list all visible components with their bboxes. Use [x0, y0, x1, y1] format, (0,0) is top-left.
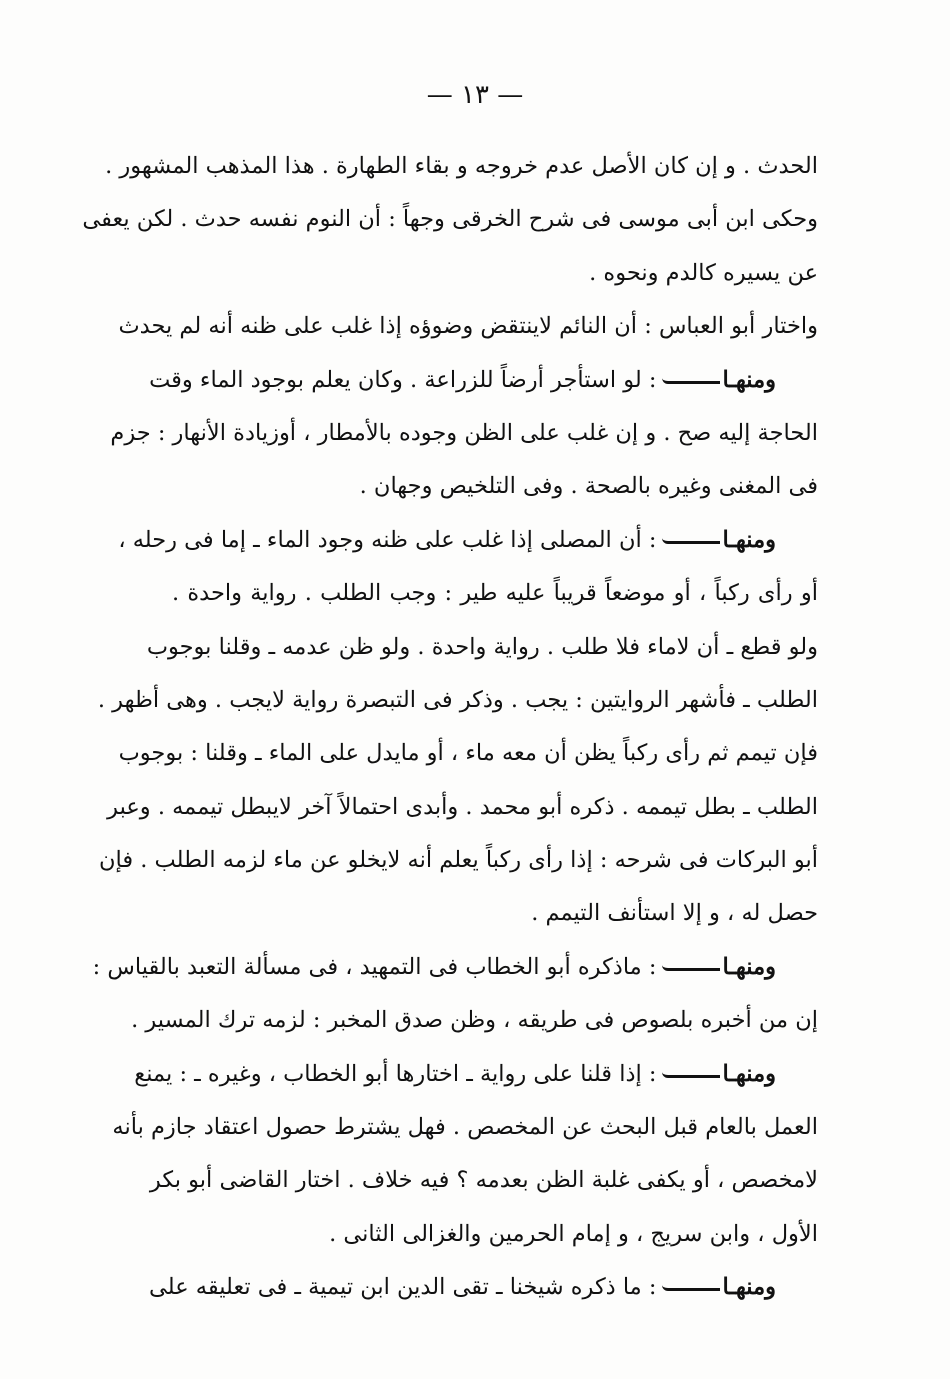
text-line: [172, 1208, 818, 1261]
line-text: إن من أخبره بلصوص فى طريقه ، وظن صدق المخبر : لزمه ترك المسير .: [131, 1007, 818, 1034]
text-line: [172, 567, 818, 620]
text-line: [112, 1101, 818, 1154]
text-line: [105, 140, 818, 193]
line-text: أو رأى ركباً ، أو موضعاً قريباً عليه طير : وجب الطلب . رواية واحدة .: [172, 580, 818, 607]
text-line: [172, 460, 818, 513]
keyword-stroke: [662, 1072, 720, 1078]
line-text: فى المغنى وغيره بالصحة . وفى التلخيص وجهان .: [359, 473, 818, 500]
line-text: حصل له ، و إلا استأنف التيمم .: [531, 900, 818, 927]
text-line: [98, 834, 818, 887]
text-line: [149, 1154, 818, 1207]
section-keyword: ومنهـا: [722, 526, 776, 553]
text-line: [131, 994, 818, 1047]
text-line: [134, 1048, 818, 1101]
section-keyword: ومنهـا: [722, 1060, 776, 1087]
line-text: : أن المصلى إذا غلب على ظنه وجود الماء ـ إما فى رحله ،: [118, 526, 657, 553]
keyword-stroke: [662, 1285, 720, 1291]
text-line: [110, 407, 818, 460]
text-line: [118, 727, 818, 780]
line-text: وحكى ابن أبى موسى فى شرح الخرقى وجهاً : أن النوم نفسه حدث . لكن يعفى: [82, 206, 818, 233]
section-keyword: ومنهـا: [722, 366, 776, 393]
body-text: [82, 140, 818, 1315]
text-line: [172, 247, 818, 300]
line-text: الطلب ـ فأشهر الروايتين : يجب . وذكر فى التبصرة رواية لايجب . وهى أظهر .: [97, 686, 818, 713]
keyword-stroke: [662, 538, 720, 544]
text-line: [92, 941, 818, 994]
keyword-stroke: [662, 378, 720, 384]
line-text: أبو البركات فى شرحه : إذا رأى ركباً يعلم أنه لايخلو عن ماء لزمه الطلب . فإن: [98, 847, 818, 874]
line-text: : إذا قلنا على رواية ـ اختارها أبو الخطاب ، وغيره ـ : يمنع: [134, 1060, 657, 1087]
text-line: [172, 887, 818, 940]
line-text: العمل بالعام قبل البحث عن المخصص . فهل يشترط حصول اعتقاد جازم بأنه: [112, 1114, 818, 1141]
line-text: الأول ، وابن سريج ، و إمام الحرمين والغزالى الثانى .: [329, 1220, 818, 1247]
line-text: : ماذكره أبو الخطاب فى التمهيد ، فى مسألة التعبد بالقياس :: [92, 953, 657, 980]
line-text: عن يسيره كالدم ونحوه .: [589, 259, 818, 286]
text-line: [149, 1261, 818, 1314]
section-keyword: ومنهـا: [722, 953, 776, 980]
text-line: [97, 674, 818, 727]
keyword-stroke: [662, 965, 720, 971]
line-text: : ما ذكره شيخنا ـ تقى الدين ابن تيمية ـ فى تعليقه على: [149, 1274, 657, 1301]
line-text: ولو قطع ـ أن لاماء فلا طلب . رواية واحدة . ولو ظن عدمه ـ وقلنا بوجوب: [146, 633, 818, 660]
text-line: [82, 193, 818, 246]
line-text: فإن تيمم ثم رأى ركباً يظن أن معه ماء ، أو مايدل على الماء ـ وقلنا : بوجوب: [118, 740, 818, 767]
line-text: واختار أبو العباس : أن النائم لاينتقض وضوؤه إذا غلب على ظنه أنه لم يحدث: [118, 313, 818, 340]
line-text: : لو استأجر أرضاً للزراعة . وكان يعلم بوجود الماء وقت: [149, 366, 657, 393]
text-line: [118, 514, 818, 567]
line-text: الحدث . و إن كان الأصل عدم خروجه و بقاء الطهارة . هذا المذهب المشهور .: [105, 153, 818, 179]
text-line: [146, 621, 818, 674]
text-line: [107, 781, 818, 834]
section-keyword: ومنهـا: [722, 1274, 776, 1301]
line-text: الحاجة إليه صح . و إن غلب على الظن وجوده بالأمطار ، أوزيادة الأنهار : جزم: [110, 419, 818, 446]
line-text: لامخصص ، أو يكفى غلبة الظن بعدمه ؟ فيه خلاف . اختار القاضى أبو بكر: [149, 1167, 818, 1194]
text-line: [118, 300, 818, 353]
text-line: [149, 354, 818, 407]
page-number: — ١٣ —: [426, 80, 524, 110]
line-text: الطلب ـ بطل تيممه . ذكره أبو محمد . وأبدى احتمالاً آخر لايبطل تيممه . وعبر: [107, 793, 818, 820]
